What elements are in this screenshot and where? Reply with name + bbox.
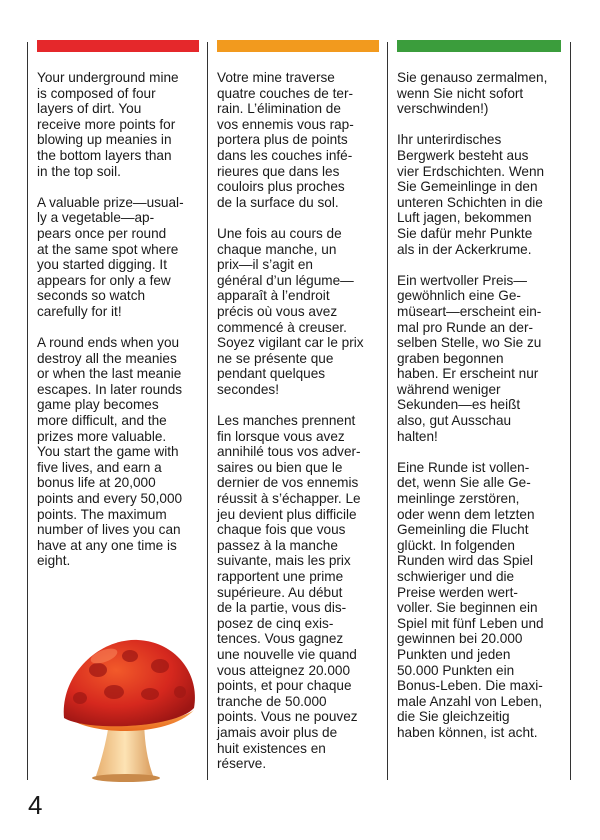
column-rule-2 [387,42,388,780]
french-paragraph-1: Votre mine traverse quatre couches de ter- rain. L’élimination de vos ennemis vous rap- portera plus de points dans les couches infé- rieures que dans les couloirs plus proches de la surface du sol. [217,70,354,210]
german-paragraph-3: Ein wertvoller Preis— gewöhnlich eine Ge- müseart—erscheint ein- mal pro Runde an der- selben Stelle, wo Sie zu graben begonnen haben. Er erscheint nur während weniger Sekunden—es heißt also, gut Ausschau halten! [397,272,542,444]
german-paragraph-1: Sie genauso zermalmen, wenn Sie nicht sofort verschwinden!) [397,70,548,117]
column-rule-left [27,42,28,780]
green-header-bar [397,40,561,52]
english-paragraph-3: A round ends when you destroy all the meanies or when the last meanie escapes. In later rounds game play becomes more difficult, and the prizes more valuable. You start the game with five lives, and earn a bonus life at 20,000 points and every 50,000 points. The maximum number of lives you can have at any one time is eight. [37,335,183,569]
german-column [397,70,565,756]
english-paragraph-1: Your underground mine is composed of four layers of dirt. You receive more points for blowing up meanies in the bottom layers than in the top soil. [37,70,179,179]
english-column [37,70,205,585]
french-paragraph-3: Les manches prennent fin lorsque vous avez annihilé tous vos adver- saires ou bien que le dernier de vos ennemis réussit à s’échapper. Le jeu devient plus difficile chaque fois que vous passez à la manche suivante, mais les prix rapportent une prime supérieure. Au début de la partie, vous dis- posez de cinq exis- tences. Vous gagnez une nouvelle vie quand vous atteignez 20.000 points, et pour chaque tranche de 50.000 points. Vous ne pouvez jamais avoir plus de huit existences en réserve. [217,413,361,772]
french-column [217,70,385,787]
german-paragraph-4: Eine Runde ist vollen- det, wenn Sie alle Ge- meinlinge zerstören, oder wenn dem letzten Gemeinling die Flucht glückt. In folgenden Runden wird das Spiel schwieriger und die Preise werden wert- voller. Sie beginnen ein Spiel mit fünf Leben und gewinnen bei 20.000 Punkten und jeden 50.000 Punkten ein Bonus-Leben. Die maxi- male Anzahl von Leben, die Sie gleichzeitig haben können, ist acht. [397,459,544,740]
german-paragraph-2: Ihr unterirdisches Bergwerk besteht aus vier Erdschichten. Wenn Sie Gemeinlinge in den unteren Schichten in die Luft jagen, bekommen Sie dafür mehr Punkte als in der Ackerkrume. [397,132,545,257]
red-header-bar [37,40,199,52]
column-rule-right [570,42,571,780]
french-paragraph-2: Une fois au cours de chaque manche, un prix—il s’agit en général d’un légume— apparaît à l’endroit précis où vous avez commencé à creuser. Soyez vigilant car le prix ne se présente que pendant quelques secondes! [217,225,364,397]
orange-header-bar [217,40,379,52]
column-rule-1 [207,42,208,780]
mushroom-illustration [58,636,200,782]
page-number: 4 [28,790,43,820]
english-paragraph-2: A valuable prize—usual- ly a vegetable—ap- pears once per round at the same spot where you started digging. It appears for only a few seconds so watch carefully for it! [37,194,184,319]
